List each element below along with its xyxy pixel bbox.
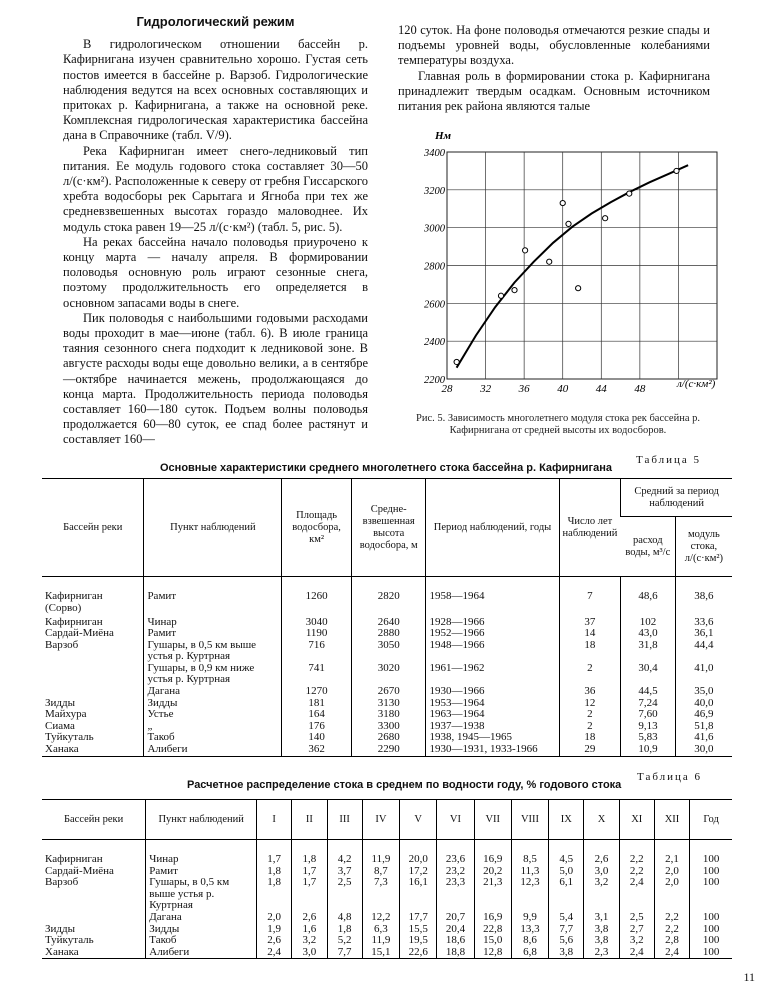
table5-row (42, 577, 732, 617)
table5-cell-discharge: 44,5 (621, 686, 675, 698)
table6-cell-month: 8,7 (362, 866, 399, 878)
table5-cell-modulus: 46,9 (675, 709, 732, 721)
table6-header-month: IX (549, 800, 584, 840)
table5-cell-station: Чинар (144, 617, 282, 629)
table5-cell-period: 1948—1966 (426, 640, 559, 663)
table5-cell-period: 1953—1964 (426, 698, 559, 710)
table5-cell-area: 1260 (282, 577, 352, 617)
table6-cell-station: Такоб (146, 935, 257, 947)
table6-cell-basin: Сардай-Миёна (45, 864, 114, 877)
table5-cell-modulus: 41,6 (675, 732, 732, 744)
table5-header-mean-group: Средний за период наблюдений (621, 479, 732, 517)
table6-cell-basin: Варзоб (45, 876, 79, 889)
table5-cell-discharge: 9,13 (621, 721, 675, 733)
table6-cell-month: 3,7 (327, 866, 362, 878)
table5-cell-period: 1961—1962 (426, 663, 559, 686)
chart-y-tick-label: 2400 (424, 337, 445, 349)
table5-row (42, 744, 732, 756)
table5-cell-period: 1937—1938 (426, 721, 559, 733)
table5-cell-discharge: 10,9 (621, 744, 675, 756)
table6-cell-month: 2,6 (584, 840, 619, 866)
table6-header-month: X (584, 800, 619, 840)
table5-cell-modulus: 35,0 (675, 686, 732, 698)
table5-cell-area: 3040 (282, 617, 352, 629)
chart-x-tick-label: 44 (595, 383, 607, 395)
table6-cell-month: 8,6 (511, 935, 548, 947)
table5-cell-modulus: 40,0 (675, 698, 732, 710)
table6-cell-month: 3,0 (292, 947, 327, 959)
chart-data-point (576, 286, 581, 291)
table6-cell-year: 100 (690, 947, 732, 959)
paragraph: На реках бассейна начало половодья приурочено к концу марта — началу апреля. В формировании половодья основную роль играют сезонные снега, поэтому продолжительность его определяется в основном запасами воды в снеге. (63, 234, 368, 310)
table5-row (42, 640, 732, 663)
table5-header-period: Период наблюдений, годы (426, 479, 559, 577)
chart-x-tick-label: 40 (557, 383, 569, 395)
table5-cell-basin: Зидды (45, 696, 75, 709)
paragraph: Главная роль в формировании стока р. Кафирнигана принадлежит твердым осадкам. Основным источником питания рек района являются талые (398, 68, 710, 114)
table6-cell-station: Гушары, в 0,5 км выше устья р. Куртрная (146, 877, 257, 912)
table5-cell-area: 181 (282, 698, 352, 710)
table5-cell-discharge: 5,83 (621, 732, 675, 744)
table6-cell-month: 2,4 (619, 877, 654, 912)
table6-cell-month: 2,1 (654, 840, 689, 866)
table6-cell-month: 2,2 (619, 866, 654, 878)
table5-cell-discharge: 31,8 (621, 640, 675, 663)
table6-cell-month: 1,8 (257, 877, 292, 912)
table6-cell-month: 17,2 (400, 866, 437, 878)
table6-cell-month: 3,2 (292, 935, 327, 947)
table6-header-month: II (292, 800, 327, 840)
table6-cell-basin: Ханака (45, 945, 79, 958)
table5-cell-discharge: 30,4 (621, 663, 675, 686)
chart-y-tick-label: 2200 (424, 375, 445, 386)
table6-cell-month: 19,5 (400, 935, 437, 947)
table6-cell-month: 2,4 (619, 947, 654, 959)
table6-cell-month: 23,2 (437, 866, 474, 878)
page-number: 11 (743, 970, 755, 984)
table5-cell-modulus: 38,6 (675, 577, 732, 617)
table6-cell-month: 1,7 (292, 866, 327, 878)
table6-cell-month: 13,3 (511, 924, 548, 936)
table6-cell-month: 3,8 (584, 924, 619, 936)
table6-cell-month: 2,3 (584, 947, 619, 959)
table5-cell-station: Рамит (144, 577, 282, 617)
table6-cell-year: 100 (690, 935, 732, 947)
table5-cell-basin (42, 663, 144, 686)
table5-cell-years: 18 (559, 640, 621, 663)
table6-cell-month: 2,4 (257, 947, 292, 959)
table5-cell-basin: Ханака (45, 743, 79, 756)
table5-cell-discharge: 102 (621, 617, 675, 629)
chart-data-point (566, 221, 571, 226)
table5-cell-basin (42, 686, 144, 698)
table5-cell-station: Дагана (144, 686, 282, 698)
table6-cell-month: 12,8 (474, 947, 511, 959)
table6-cell-month: 4,5 (549, 840, 584, 866)
table5-cell-discharge: 7,24 (621, 698, 675, 710)
table5-cell-basin: Сардай-Миёна (45, 627, 114, 640)
table6-cell-month: 5,4 (549, 912, 584, 924)
table6-cell-month: 20,0 (400, 840, 437, 866)
table5-cell-modulus: 44,4 (675, 640, 732, 663)
chart-y-tick-label: 3000 (424, 223, 445, 235)
table6-header-month: IV (362, 800, 399, 840)
table6-cell-month: 9,9 (511, 912, 548, 924)
table5-cell-years: 14 (559, 628, 621, 640)
table6-header-month: VIII (511, 800, 548, 840)
table6-cell-month: 2,5 (619, 912, 654, 924)
figure-chart (405, 125, 735, 410)
table6-header-month: III (327, 800, 362, 840)
table5-cell-area: 176 (282, 721, 352, 733)
table6-cell-month: 21,3 (474, 877, 511, 912)
table6-header-month: VI (437, 800, 474, 840)
table5-cell-station: Гушары, в 0,5 км выше устья р. Куртрная (144, 640, 282, 663)
table5-header-modulus: модуль стока, л/(с·км²) (675, 517, 732, 577)
table6-cell-month: 2,2 (654, 912, 689, 924)
table5-cell-period: 1952—1966 (426, 628, 559, 640)
table6-cell-month: 16,9 (474, 840, 511, 866)
table6-cell-month: 2,0 (257, 912, 292, 924)
table5-cell-years: 36 (559, 686, 621, 698)
table6-cell-month: 1,8 (327, 924, 362, 936)
table5-cell-years: 2 (559, 721, 621, 733)
table5-cell-years: 7 (559, 577, 621, 617)
chart-data-point (627, 191, 632, 196)
table6-cell-station: Рамит (146, 866, 257, 878)
table6-cell-month: 3,0 (584, 866, 619, 878)
table5-cell-height: 2880 (351, 628, 426, 640)
table5-cell-height: 2640 (351, 617, 426, 629)
table5-cell-modulus: 41,0 (675, 663, 732, 686)
table6-cell-basin (42, 912, 146, 924)
table5-cell-height: 3020 (351, 663, 426, 686)
chart-y-tick-label: 2800 (424, 261, 445, 273)
table5-cell-area: 362 (282, 744, 352, 756)
table5-header-basin: Бассейн реки (42, 479, 144, 577)
table6-cell-station: Зидды (146, 924, 257, 936)
table6-cell-month: 1,7 (257, 840, 292, 866)
table6-header-month: V (400, 800, 437, 840)
table6-cell-month: 20,2 (474, 866, 511, 878)
table6-cell-month: 20,4 (437, 924, 474, 936)
table6-cell-month: 11,9 (362, 935, 399, 947)
table5-header-height: Средне-взвешенная высота водосбора, м (351, 479, 426, 577)
table5-cell-station: Алибеги (144, 744, 282, 756)
table6-cell-month: 15,0 (474, 935, 511, 947)
table5-cell-modulus: 33,6 (675, 617, 732, 629)
chart-data-point (454, 359, 459, 364)
table6-cell-month: 18,6 (437, 935, 474, 947)
paragraph: В гидрологическом отношении бассейн р. Кафирнигана изучен сравнительно хорошо. Густая сеть постов имеется в бассейне р. Варзоб. Гидрологические наблюдения ведутся на всех основных составляющих и притоках р. Кафирнигана, а также на основной реке. Комплексная гидрологическая характеристика бассейна дана в Справочнике (табл. V/9). (63, 37, 368, 143)
table6-cell-month: 2,4 (654, 947, 689, 959)
table6-cell-month: 7,7 (327, 947, 362, 959)
table6-cell-month: 18,8 (437, 947, 474, 959)
table5-cell-height: 2680 (351, 732, 426, 744)
table5-cell-height: 3050 (351, 640, 426, 663)
table6-header-month: XI (619, 800, 654, 840)
table5-cell-area: 164 (282, 709, 352, 721)
table5-cell-period: 1930—1931, 1933-1966 (426, 744, 559, 756)
table5-header-years: Число лет наблюдений (559, 479, 621, 577)
table6-label: Таблица 6 (637, 771, 703, 783)
table6-header-year: Год (690, 800, 732, 840)
table6-header-month: XII (654, 800, 689, 840)
chart-data-point (512, 287, 517, 292)
table6-cell-basin: Туйкуталь (45, 934, 94, 947)
table6-cell-month: 2,5 (327, 877, 362, 912)
table6-cell-month: 3,2 (619, 935, 654, 947)
left-column (63, 4, 368, 448)
section-heading: Гидрологический режим (136, 14, 295, 29)
table6-cell-year: 100 (690, 840, 732, 866)
table6-cell-month: 2,7 (619, 924, 654, 936)
table5-cell-basin: Майхура (45, 708, 87, 721)
table5-cell-years: 37 (559, 617, 621, 629)
table5-cell-area: 1270 (282, 686, 352, 698)
table6-cell-month: 8,5 (511, 840, 548, 866)
table5-row (42, 663, 732, 686)
table5-cell-years: 2 (559, 709, 621, 721)
table6-cell-month: 3,2 (584, 877, 619, 912)
table5-cell-height: 3180 (351, 709, 426, 721)
table6-cell-month: 23,6 (437, 840, 474, 866)
table5-cell-years: 12 (559, 698, 621, 710)
table6-cell-month: 23,3 (437, 877, 474, 912)
table6-row (42, 947, 732, 959)
table5-cell-area: 140 (282, 732, 352, 744)
table5-cell-basin: Варзоб (45, 638, 79, 651)
table6-cell-year: 100 (690, 924, 732, 936)
table6-cell-month: 2,0 (654, 866, 689, 878)
chart-y-axis-label: Нм (435, 130, 452, 142)
table5-cell-basin: Кафирниган (45, 615, 103, 628)
table6-cell-month: 5,6 (549, 935, 584, 947)
chart-y-tick-label: 3200 (424, 185, 445, 197)
table6-row (42, 840, 732, 866)
table6-cell-month: 4,2 (327, 840, 362, 866)
table6-cell-year: 100 (690, 877, 732, 912)
table5-row (42, 686, 732, 698)
table6-cell-month: 12,3 (511, 877, 548, 912)
table6-cell-month: 2,8 (654, 935, 689, 947)
table6-cell-month: 1,8 (257, 866, 292, 878)
table5-cell-period: 1928—1966 (426, 617, 559, 629)
chart-x-axis-label: л/(с·км²) (677, 378, 716, 390)
table5-header-area: Площадь водосбора, км² (282, 479, 352, 577)
table6 (42, 799, 732, 959)
table6-cell-month: 12,2 (362, 912, 399, 924)
table5-cell-station: „ (144, 721, 282, 733)
table6-cell-month: 4,8 (327, 912, 362, 924)
table6-cell-month: 5,2 (327, 935, 362, 947)
table5-title: Основные характеристики среднего многолетнего стока бассейна р. Кафирнигана (160, 462, 613, 474)
chart-trend-curve (457, 165, 688, 368)
table6-cell-month: 2,6 (257, 935, 292, 947)
table6-cell-basin: Зидды (45, 922, 75, 935)
table6-cell-month: 2,6 (292, 912, 327, 924)
table6-cell-month: 11,9 (362, 840, 399, 866)
table5-label: Таблица 5 (636, 454, 702, 466)
table5-cell-height: 2670 (351, 686, 426, 698)
table6-title: Расчетное распределение стока в среднем по водности году, % годового стока (187, 779, 622, 791)
table6-header-month: I (257, 800, 292, 840)
table5-cell-area: 1190 (282, 628, 352, 640)
table5-cell-station: Устье (144, 709, 282, 721)
table6-cell-basin: Кафирниган (45, 853, 103, 865)
table6-cell-month: 22,8 (474, 924, 511, 936)
table6-cell-month: 1,7 (292, 877, 327, 912)
table5-cell-height: 3300 (351, 721, 426, 733)
table6-cell-month: 5,0 (549, 866, 584, 878)
table5-cell-modulus: 36,1 (675, 628, 732, 640)
chart-x-tick-label: 28 (441, 383, 453, 395)
table6-cell-month: 7,3 (362, 877, 399, 912)
chart-y-tick-label: 2600 (424, 299, 445, 311)
paragraph: Пик половодья с наибольшими годовыми расходами воды проходит в мае—июне (табл. 6). В июле граница таяния сезонного снега подходит к ледниковой зоне. В августе расходы воды еще довольно велики, а в сентябре—октябре начинается межень, продолжающаяся до конца марта. Продолжительность периода половодья составляет 160—180 суток. Подъем волны половодья продолжается 60—80 суток, ее спад более растянут и составляет 160— (63, 310, 368, 447)
table5-cell-period: 1938, 1945—1965 (426, 732, 559, 744)
table5-cell-station: Такоб (144, 732, 282, 744)
table5-row (42, 628, 732, 640)
table6-cell-station: Дагана (146, 912, 257, 924)
figure-caption: Рис. 5. Зависимость многолетнего модуля стока рек бассейна р. Кафирнигана от средней высоты их водосборов. (416, 413, 700, 436)
table5-cell-discharge: 43,0 (621, 628, 675, 640)
table5-cell-height: 3130 (351, 698, 426, 710)
chart-data-point (498, 293, 503, 298)
table5-cell-area: 741 (282, 663, 352, 686)
table6-cell-month: 7,7 (549, 924, 584, 936)
table5-cell-area: 716 (282, 640, 352, 663)
table6-cell-month: 15,5 (400, 924, 437, 936)
table6-cell-month: 2,2 (619, 840, 654, 866)
table5-header-discharge: расход воды, м³/с (625, 534, 671, 558)
table6-cell-month: 2,0 (654, 877, 689, 912)
table6-cell-month: 17,7 (400, 912, 437, 924)
table6-cell-month: 22,6 (400, 947, 437, 959)
paragraph: 120 суток. На фоне половодья отмечаются резкие спады и подъемы уровней воды, обусловленные колебаниями температуры воздуха. (398, 23, 710, 68)
chart-data-point (523, 248, 528, 253)
table5-cell-years: 29 (559, 744, 621, 756)
table5-cell-modulus: 51,8 (675, 721, 732, 733)
table5-cell-basin: Сиама (45, 719, 75, 732)
table6-header-station: Пункт наблюдений (146, 800, 257, 840)
table5-cell-modulus: 30,0 (675, 744, 732, 756)
table6-cell-station: Алибеги (146, 947, 257, 959)
table6-cell-month: 2,2 (654, 924, 689, 936)
table5-cell-discharge: 7,60 (621, 709, 675, 721)
table6-row (42, 877, 732, 912)
table5-cell-period: 1930—1966 (426, 686, 559, 698)
table6-cell-station: Чинар (146, 840, 257, 866)
chart-y-tick-label: 3400 (424, 148, 445, 159)
table5-cell-basin: Кафирниган (Сорво) (45, 590, 103, 614)
table6-cell-year: 100 (690, 866, 732, 878)
table5-cell-station: Рамит (144, 628, 282, 640)
table6-cell-month: 6,1 (549, 877, 584, 912)
table6-cell-month: 16,1 (400, 877, 437, 912)
table6-cell-month: 11,3 (511, 866, 548, 878)
table6-header-basin: Бассейн реки (42, 800, 146, 840)
table6-row (42, 912, 732, 924)
chart-data-point (560, 200, 565, 205)
table6-cell-year: 100 (690, 912, 732, 924)
table6-cell-month: 16,9 (474, 912, 511, 924)
table6-cell-month: 6,8 (511, 947, 548, 959)
table5-cell-station: Гушары, в 0,9 км ниже устья р. Куртрная (144, 663, 282, 686)
table6-cell-month: 1,9 (257, 924, 292, 936)
table6-header-month: VII (474, 800, 511, 840)
table5-cell-discharge: 48,6 (621, 577, 675, 617)
chart-x-tick-label: 48 (634, 383, 646, 395)
table6-cell-month: 20,7 (437, 912, 474, 924)
chart-data-point (603, 216, 608, 221)
table5-cell-years: 2 (559, 663, 621, 686)
table6-cell-month: 3,8 (549, 947, 584, 959)
chart-x-tick-label: 36 (518, 383, 530, 395)
table6-cell-month: 15,1 (362, 947, 399, 959)
table5-cell-period: 1958—1964 (426, 577, 559, 617)
table5-cell-height: 2290 (351, 744, 426, 756)
table5-cell-station: Зидды (144, 698, 282, 710)
table6-cell-month: 1,8 (292, 840, 327, 866)
table5-cell-basin: Туйкуталь (45, 731, 94, 744)
right-column (398, 23, 710, 114)
table5 (42, 478, 732, 757)
table6-cell-month: 3,1 (584, 912, 619, 924)
table6-cell-month: 1,6 (292, 924, 327, 936)
chart-data-point (674, 168, 679, 173)
table5-cell-height: 2820 (351, 577, 426, 617)
table5-cell-years: 18 (559, 732, 621, 744)
chart-x-tick-label: 32 (480, 383, 492, 395)
table5-cell-period: 1963—1964 (426, 709, 559, 721)
chart-data-point (547, 259, 552, 264)
table6-row (42, 935, 732, 947)
table5-header-station: Пункт наблюдений (144, 479, 282, 577)
table6-cell-month: 3,8 (584, 935, 619, 947)
table6-cell-month: 6,3 (362, 924, 399, 936)
paragraph: Река Кафирниган имеет снего-ледниковый тип питания. Ее модуль годового стока составляет 30—50 л/(с·км²). Расположенные к северу от гребня Гиссарского хребта водосборы рек Сарытага и Ягноба при тех же средневзвешенных высотах гораздо маловоднее. Их модуль стока равен 19—25 л/(с·км²) (табл. 5, рис. 5). (63, 143, 368, 234)
